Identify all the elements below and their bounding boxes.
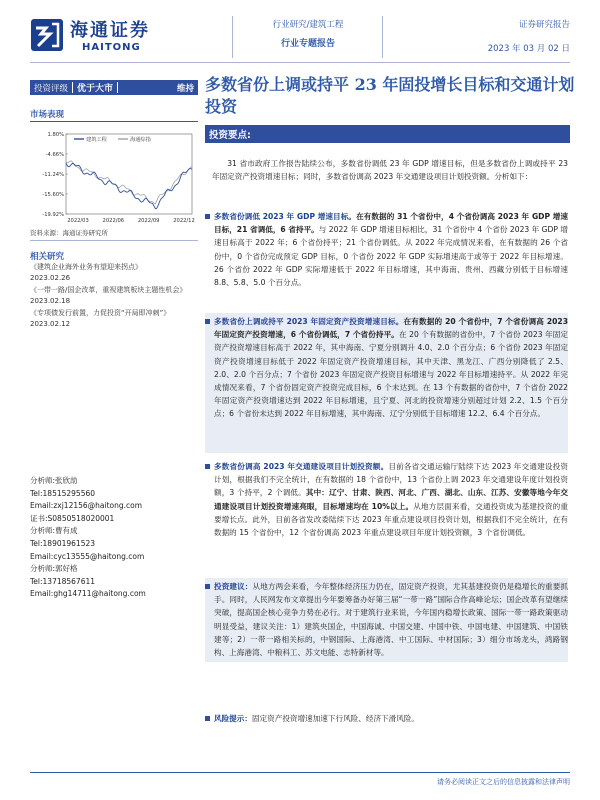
- footer-disclaimer: 请务必阅读正文之后的信息披露和法律声明: [437, 778, 570, 786]
- intro-paragraph: 31 省市政府工作报告陆续公布，多数省份调低 23 年 GDP 增速目标，但是多数省份上调或持平 23 年固定资产投资增速目标；同时，多数省份调高 2023 年交通建设项目计划投资额。分析如下：: [212, 159, 568, 182]
- market-performance-chart: [30, 128, 198, 226]
- header-rule: [30, 62, 570, 63]
- bullet-heading: 多数省份调高 2023 年交通建设项目计划投资额。: [214, 462, 389, 471]
- related-item-title: 《专项债发行前置，力促投资“开局即冲刺”》: [30, 309, 171, 317]
- related-item[interactable]: [30, 285, 198, 306]
- bullet-gdp: [205, 210, 568, 289]
- x-tick-label: 2022/09: [137, 218, 160, 224]
- analyst-line: Tel:18901961523: [30, 538, 96, 548]
- bullet-emphasis: 在有数据的 31 个省份中，4 个省份调高 2023 年 GDP 增速目标，21 省调低，6 省持平。: [214, 212, 569, 235]
- x-tick-label: 2022/06: [102, 218, 125, 224]
- bullet-marker: [205, 319, 210, 324]
- related-research-list: [30, 262, 198, 331]
- rating-bar: [30, 80, 198, 95]
- related-item-title: 《建筑企业海外业务有望迎来拐点》: [30, 263, 142, 271]
- related-item-date: 2023.02.12: [30, 319, 71, 328]
- bullet-transport-investment: [205, 460, 568, 539]
- bullet-body: 与 2022 年 GDP 增速目标相比，31 个省份中 4 个省份 2023 年 GDP 增速目标高于 2022 年；6 个省份持平；21 个省份调低。从 2022 年完成情况来看，在有数据的 26 个省份中，0 个省份完成预定 GDP 目标，0 个省份 2022 年 GDP 实际增速高于或等于 2022 年目标增速。26 个省份 2022 年 GDP 实际增速低于 2022 年目标增速，其中海南、贵州、西藏分别低于目标增速 8.8、5.8、5.0 个百分点。: [214, 225, 568, 288]
- header-divider: [232, 16, 233, 58]
- bullet-heading: 投资建议：: [214, 582, 253, 591]
- company-logo-icon: [30, 18, 64, 52]
- analyst-email[interactable]: Email:ghg14711@haitong.com: [30, 589, 146, 599]
- analyst-line: 分析师:张欣劼: [30, 476, 78, 485]
- bullet-investment-advice: [205, 580, 568, 659]
- related-item-date: 2023.02.18: [30, 296, 71, 305]
- company-logo: [30, 14, 170, 58]
- bullet-emphasis: 在有数据的 20 个省份中，7 个省份调高 2023 年固定资产投资增速，6 个省份调低，7 个省份持平。: [214, 317, 569, 340]
- bullet-risk: [205, 712, 568, 725]
- bullet-heading: 多数省份上调或持平 2023 年固定资产投资增速目标。: [214, 317, 404, 326]
- bullet-emphasis: 其中：辽宁、甘肃、陕西、河北、广西、湖北、山东、江苏、安徽等地今年交通建设项目计划投资增速亮眼，目标增速均在 10%以上。: [214, 488, 569, 511]
- x-tick-label: 2022/12: [173, 218, 195, 224]
- related-item[interactable]: [30, 262, 198, 283]
- legend-label: 海通综指: [130, 137, 151, 143]
- bullet-heading: 多数省份调低 2023 年 GDP 增速目标。: [214, 212, 357, 221]
- rating-separator: [117, 82, 118, 93]
- report-category: 行业研究/建筑工程: [272, 20, 344, 30]
- x-tick-label: 2022/03: [67, 218, 89, 224]
- analyst-email[interactable]: Email:zxj12156@haitong.com: [30, 501, 143, 511]
- report-type: 行业专题报告: [280, 39, 335, 49]
- analyst-line: Tel:13718567611: [30, 576, 96, 586]
- bullet-marker: [205, 716, 210, 721]
- analyst-line: Tel:18515295560: [30, 488, 96, 498]
- chart-source: 资料来源：海通证券研究所: [30, 229, 108, 237]
- analyst-line: 证书:S0850518020001: [30, 513, 115, 523]
- bullet-body: 固定资产投资增速加速下行风险、经济下滑风险。: [251, 714, 420, 723]
- bullet-fixed-investment: [205, 315, 568, 421]
- footer-rule: [30, 772, 570, 773]
- bullet-marker: [205, 214, 210, 219]
- report-date: 2023 年 03 月 02 日: [487, 44, 570, 54]
- related-item[interactable]: [30, 308, 198, 329]
- rating-label: 投资评级: [34, 83, 69, 94]
- market-title: 市场表现: [30, 110, 65, 120]
- rating-value: 优于大市: [77, 84, 114, 94]
- bullet-heading: 风险提示：: [214, 714, 252, 723]
- sidebar-rule: [30, 121, 198, 122]
- related-item-title: 《一带一路/国企改革，重视建筑板块主题性机会》: [30, 286, 187, 294]
- analyst-email[interactable]: Email:cyc13555@haitong.com: [30, 551, 145, 561]
- analyst-line: 分析师:曹有成: [30, 526, 78, 536]
- header-divider: [382, 16, 383, 58]
- bullet-body: 从地方层面来看，交通投资成为基建投资的重要增长点。此外，目前各省发改委陆续下达 2023 年重点建设项目投资计划，根据我们不完全统计，在有数据的 15 个省份中，12 个省份调高 2023 年重点建设项目年度计划投资额，3 个省份调低。: [214, 501, 568, 538]
- legend-label: 建筑工程: [86, 137, 107, 143]
- analyst-line: 分析师:郭好格: [30, 564, 78, 574]
- related-title: 相关研究: [30, 252, 65, 262]
- y-tick-label: 1.80%: [47, 132, 64, 138]
- y-tick-label: -4.66%: [45, 152, 64, 158]
- bullet-marker: [205, 584, 210, 589]
- bullet-body: 在 20 个有数据的省份中，7 个省份 2023 年固定资产投资增速目标高于 2022 年，其中海南、宁夏分别调升 4.0、2.0 个百分点；6 个省份 2023 年固定资产投资增速目标低于 2022 年固定资产投资增速目标，其中天津、黑龙江、广西分别降低了 2.5、2.0、2.0 个百分点；7 个省份 2023 年固定资产投资目标增速与 2022 年目标增速持平。从 2022 年完成情况来看，7 个省份固定资产投资完成目标，6 个未达到。在 13 个有数据的省份中，7 个省份 2022 年固定资产投资增速达到 2022 年目标增速，且宁夏、河北的投资增速分别超过计划 2.2、1.5 个百分点；6 个省份未达到 2022 年目标增速，其中海南、辽宁分别低于目标增速 12.2、6.4 个百分点。: [214, 330, 569, 419]
- y-tick-label: -11.24%: [42, 172, 64, 178]
- analyst-contacts: [30, 475, 198, 601]
- report-label: 证券研究报告: [518, 20, 570, 30]
- logo-text-en: HAITONG: [82, 42, 141, 53]
- bullet-body: 目前各省交通运输厅陆续下达 2023 年交通建设投资计划，根据我们不完全统计，在有数据的 18 个省份中，13 个省份上调 2023 年交通建设年度计划投资额，3 个持平，2 个调低。: [214, 462, 569, 498]
- y-tick-label: -15.60%: [42, 192, 64, 198]
- rating-action: 维持: [176, 83, 194, 94]
- header-right: [488, 18, 570, 54]
- sidebar-rule: [30, 240, 198, 241]
- related-item-date: 2023.02.26: [30, 273, 71, 282]
- logo-text-cn: 海通证券: [70, 20, 150, 41]
- y-tick-label: -19.92%: [42, 212, 64, 218]
- key-points-header: 投资要点:: [205, 125, 570, 143]
- bullet-marker: [205, 464, 210, 469]
- header-middle: [258, 18, 358, 49]
- series-line-index: [66, 161, 192, 204]
- report-title: 多数省份上调或持平 23 年固投增长目标和交通计划投资: [205, 75, 575, 116]
- bullet-body: 从地方两会来看，今年整体经济压力仍在，固定资产投资，尤其基建投资仍是稳增长的重要抓手。同时，人民网发布文章提出今年要筹备办好第三届“一带一路”国际合作高峰论坛；国企改革有望继续突破，提高国企核心竞争力势在必行。对于建筑行业来说，今年国内稳增长政策、国际一带一路政策驱动明显受益，建议关注：1）建筑央国企，中国海诚、中国交建、中国中铁、中国电建、中国建筑、中国铁建等；2）一带一路相关标的，中钢国际、上海港湾、中工国际、中材国际；3）细分市场龙头，鸿路钢构、上海港湾、中粮科工、苏文电能、志特新材等。: [214, 582, 569, 658]
